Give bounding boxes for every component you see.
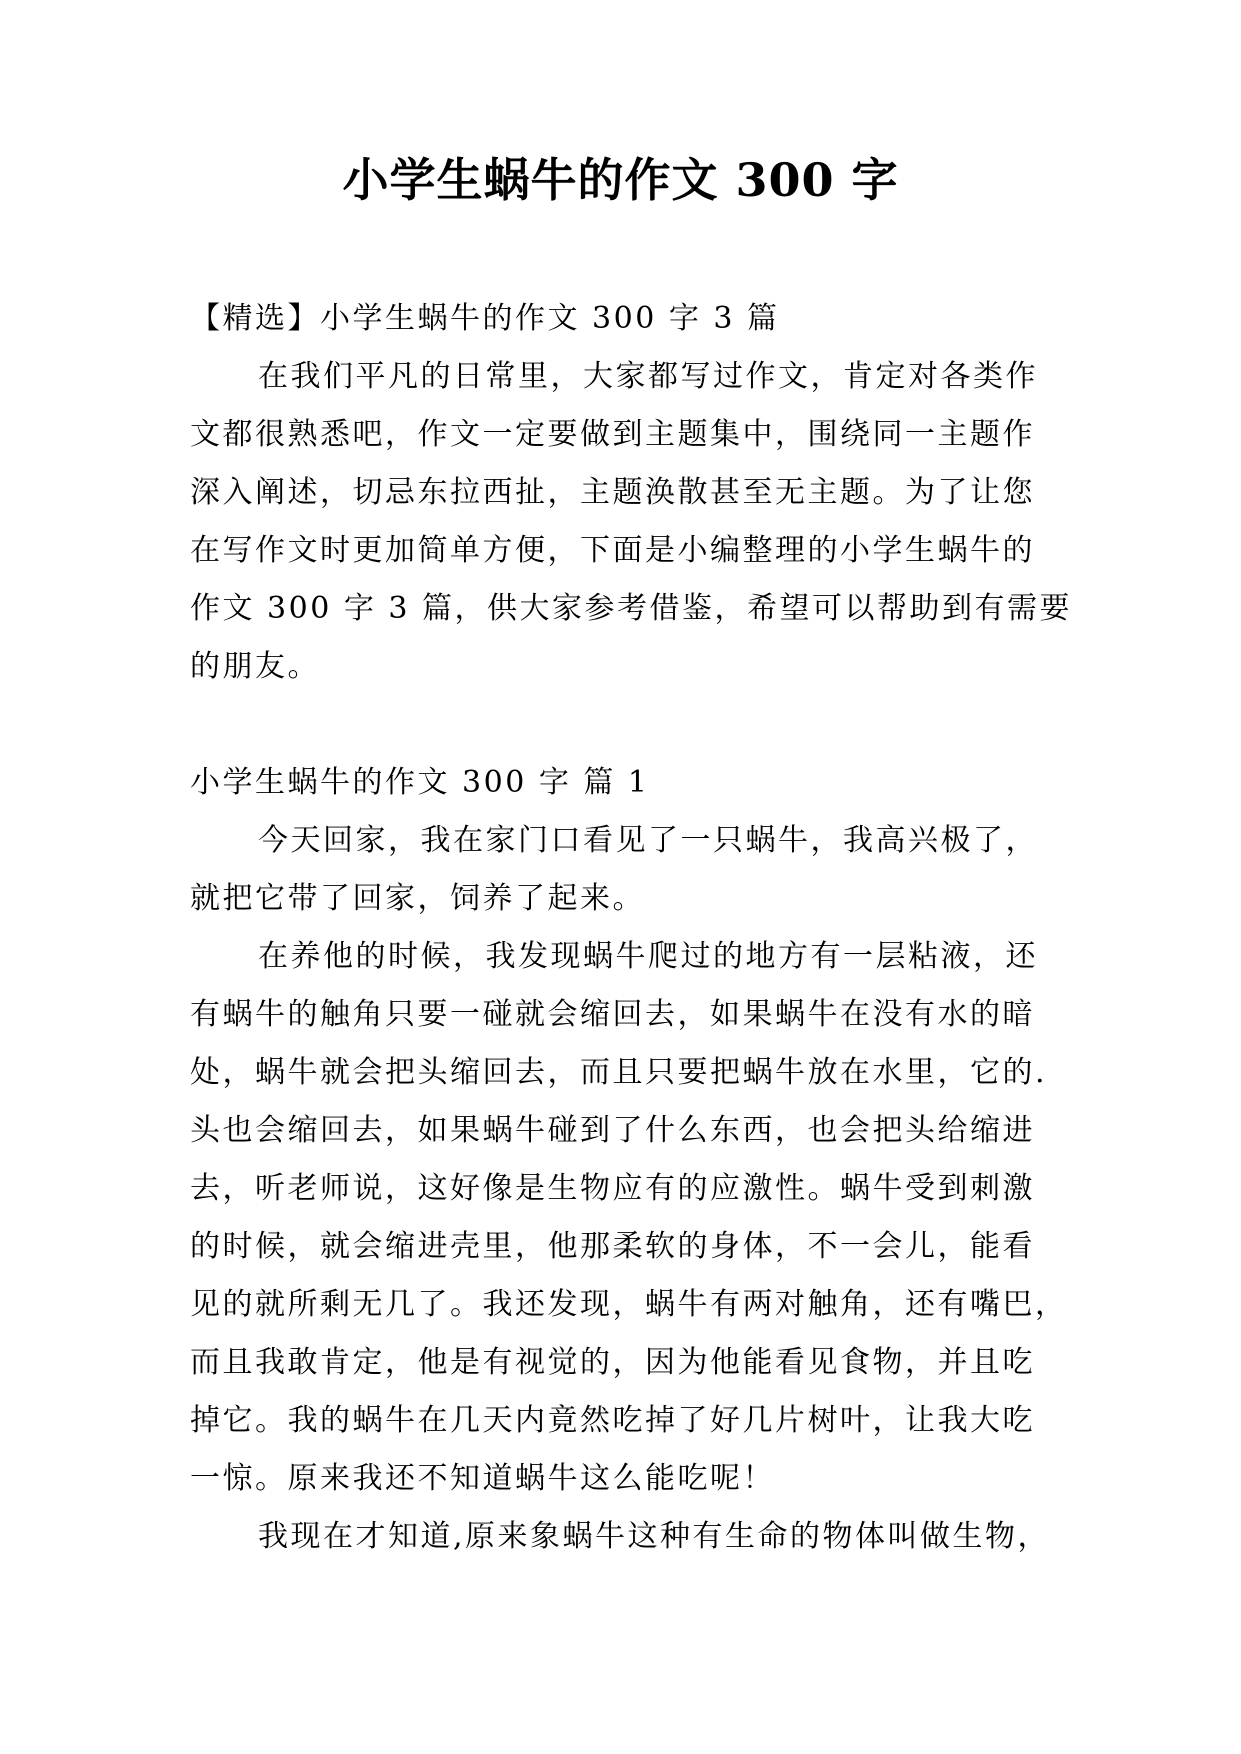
text-line: 作文 300 字 3 篇，供大家参考借鉴，希望可以帮助到有需要: [190, 591, 1072, 626]
text-line: 我现在才知道,原来象蜗牛这种有生命的物体叫做生物，: [258, 1519, 1051, 1554]
page-title: 小学生蜗牛的作文 300 字: [342, 153, 899, 207]
section1-paragraph-2: [190, 928, 1070, 1508]
text-line: 而且我敢肯定，他是有视觉的，因为他能看见食物，并且吃: [190, 1345, 1035, 1380]
text-line: 在写作文时更加简单方便，下面是小编整理的小学生蜗牛的: [190, 533, 1035, 568]
text-line: 的时候，就会缩进壳里，他那柔软的身体，不一会儿，能看: [190, 1229, 1035, 1264]
document-body: [190, 290, 1070, 1566]
text-line: 的朋友。: [190, 649, 320, 684]
intro-paragraph: [190, 348, 1070, 696]
intro-heading: 【精选】小学生蜗牛的作文 300 字 3 篇: [190, 301, 780, 336]
text-line: 一惊。原来我还不知道蜗牛这么能吃呢！: [190, 1461, 775, 1496]
text-line: 掉它。我的蜗牛在几天内竟然吃掉了好几片树叶，让我大吃: [190, 1403, 1035, 1438]
text-line: 文都很熟悉吧，作文一定要做到主题集中，围绕同一主题作: [190, 417, 1035, 452]
section-heading: 小学生蜗牛的作文 300 字 篇 1: [190, 765, 650, 800]
text-line: 见的就所剩无几了。我还发现，蜗牛有两对触角，还有嘴巴，: [190, 1287, 1068, 1322]
text-line: 去，听老师说，这好像是生物应有的应激性。蜗牛受到刺激: [190, 1171, 1035, 1206]
text-line: 今天回家，我在家门口看见了一只蜗牛，我高兴极了，: [258, 823, 1038, 858]
text-line: 在养他的时候，我发现蜗牛爬过的地方有一层粘液，还: [258, 939, 1038, 974]
text-line: 深入阐述，切忌东拉西扯，主题涣散甚至无主题。为了让您: [190, 475, 1035, 510]
text-line: 头也会缩回去，如果蜗牛碰到了什么东西，也会把头给缩进: [190, 1113, 1035, 1148]
text-line: 就把它带了回家，饲养了起来。: [190, 881, 645, 916]
text-line: 处，蜗牛就会把头缩回去，而且只要把蜗牛放在水里，它的.: [190, 1055, 1048, 1090]
section1-paragraph-3: [190, 1508, 1070, 1566]
text-line: 有蜗牛的触角只要一碰就会缩回去，如果蜗牛在没有水的暗: [190, 997, 1035, 1032]
section1-paragraph-1: [190, 812, 1070, 928]
text-line: 在我们平凡的日常里，大家都写过作文，肯定对各类作: [258, 359, 1038, 394]
